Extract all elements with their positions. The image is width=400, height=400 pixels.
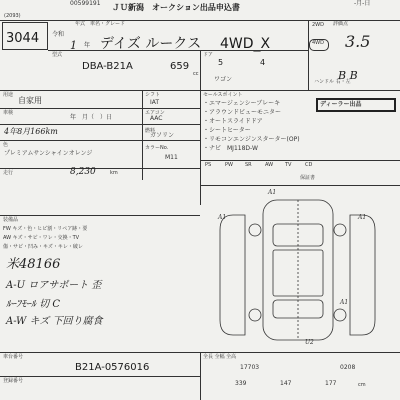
warranty-label: 保証書 bbox=[300, 175, 316, 181]
color-code: M11 bbox=[165, 154, 178, 161]
equip-label: AW bbox=[265, 162, 274, 168]
divider bbox=[0, 140, 200, 141]
equip-label: PS bbox=[205, 162, 212, 168]
color-code-label: カラーNo. bbox=[145, 145, 169, 151]
chassis-label: 車台番号 bbox=[3, 354, 24, 360]
doors: 5 bbox=[218, 58, 224, 67]
left-side-view bbox=[220, 215, 245, 335]
damage-mark: A1 bbox=[358, 214, 367, 221]
damage-mark: U2 bbox=[305, 339, 314, 346]
wheel bbox=[249, 224, 261, 236]
divider bbox=[200, 50, 201, 90]
car-damage-diagram bbox=[215, 190, 380, 350]
dims-label: 全長 全幅 全高 bbox=[203, 354, 237, 360]
mileage: 8,230 bbox=[70, 167, 96, 177]
doors-label: ドア bbox=[203, 52, 213, 58]
lot-number: 3044 bbox=[6, 31, 40, 46]
fuel: ガソリン bbox=[150, 132, 175, 139]
reg-label: 登録番号 bbox=[3, 378, 24, 384]
equip-label: TV bbox=[285, 162, 292, 168]
fuel-label: 燃料 bbox=[145, 128, 156, 134]
shift: IAT bbox=[150, 99, 160, 106]
wheel bbox=[334, 309, 346, 321]
drive-2wd: 2WD bbox=[312, 22, 324, 28]
dealer-badge: ディーラー出品 bbox=[320, 101, 362, 108]
divider bbox=[200, 185, 400, 186]
divider bbox=[0, 168, 200, 169]
usage: 自家用 bbox=[18, 96, 42, 105]
sub-rating: B B bbox=[338, 69, 358, 82]
era-label: 令和 bbox=[52, 31, 65, 38]
handwritten-note: ﾙｰﾌﾓｰﾙ 切 C bbox=[6, 299, 61, 310]
damage-mark: A1 bbox=[218, 214, 227, 221]
divider bbox=[142, 90, 143, 180]
sheet-title: ＪＵ新潟 オークション出品申込書 bbox=[112, 3, 240, 12]
handwritten-note: 米48166 bbox=[6, 257, 61, 272]
equip-label: PW bbox=[225, 162, 233, 168]
inspection-label: 車検 bbox=[3, 110, 14, 116]
car-width: 147 bbox=[280, 380, 292, 387]
color-label: 色 bbox=[3, 142, 9, 148]
divider bbox=[308, 20, 309, 90]
damage-mark: A1 bbox=[340, 299, 349, 306]
damage-mark: A1 bbox=[268, 189, 277, 196]
first-registration: 4年8月166km bbox=[4, 127, 58, 136]
model-id: 17703 bbox=[240, 364, 260, 371]
equip-label: CD bbox=[305, 162, 313, 168]
car-height: 177 bbox=[325, 380, 337, 387]
sales-point: ・リモコンエンジンスターター(OP) bbox=[203, 136, 300, 143]
model-year: 1 bbox=[70, 39, 77, 52]
divider bbox=[0, 108, 200, 109]
usage-label: 用途 bbox=[3, 92, 14, 98]
sales-point: ・ナビ MJ118D-W bbox=[203, 145, 258, 152]
windshield bbox=[273, 224, 323, 246]
equip-note: AW キズ・サビ・ワレ・交換・TV bbox=[3, 235, 80, 241]
handwritten-note: A-U ロアサポート 歪 bbox=[6, 280, 102, 291]
model-name: デイズ ルークス bbox=[100, 36, 202, 52]
cc-unit: cc bbox=[193, 71, 199, 77]
handle: ハンドル 右・左 bbox=[314, 79, 351, 85]
divider bbox=[0, 376, 200, 377]
grade: 4WD_X bbox=[220, 36, 271, 52]
doc-number: 00599191 bbox=[70, 0, 101, 7]
wheel bbox=[249, 309, 261, 321]
right-side-view bbox=[350, 215, 375, 335]
equip-notes-label: 装備品 bbox=[3, 217, 19, 223]
rating-value: 3.5 bbox=[345, 32, 371, 51]
color-name: プレミアムサンシャインオレンジ bbox=[4, 150, 93, 157]
divider bbox=[200, 90, 201, 205]
car-length: 339 bbox=[235, 380, 247, 387]
sales-point: ・オートスライドドア bbox=[203, 118, 263, 125]
divider bbox=[48, 50, 308, 51]
divider bbox=[200, 160, 400, 161]
sales-points-label: セールスポイント bbox=[203, 92, 243, 98]
class-number: 0208 bbox=[340, 364, 356, 371]
sales-point: ・シートヒーター bbox=[203, 127, 251, 134]
equip-note: 傷・サビ・凹み・キズ・キレ・破レ bbox=[3, 244, 83, 250]
model-code: DBA-B21A bbox=[82, 61, 133, 72]
shift-label: シフト bbox=[145, 92, 161, 98]
equip-label: SR bbox=[245, 162, 252, 168]
maker-label: 年式 車名・グレード bbox=[75, 21, 126, 27]
seats: 4 bbox=[260, 58, 266, 67]
handwritten-note: A-W キズ 下回り腐食 bbox=[6, 316, 103, 327]
chassis-number: B21A-0576016 bbox=[75, 362, 150, 373]
divider bbox=[200, 352, 201, 400]
header-date: -月-日 bbox=[354, 0, 371, 7]
sales-point: ・アラウンドビューモニター bbox=[203, 109, 282, 116]
wheel bbox=[334, 224, 346, 236]
year-unit: 年 bbox=[84, 42, 91, 49]
rating-label: 評価点 bbox=[333, 21, 349, 27]
ac: AAC bbox=[150, 115, 163, 122]
drive-4wd: 4WD bbox=[312, 40, 324, 46]
mileage-label: 走行 bbox=[3, 170, 14, 176]
model-code-label: 型式 bbox=[52, 52, 63, 58]
mileage-unit: km bbox=[110, 170, 118, 176]
lot-small-code: (2093) bbox=[4, 13, 21, 19]
sales-point: ・エマージェンシーブレーキ bbox=[203, 100, 281, 107]
divider bbox=[0, 124, 200, 125]
ac-label: エアコン bbox=[145, 110, 165, 116]
unit-label: cm bbox=[358, 382, 366, 388]
body-type: ワゴン bbox=[214, 76, 233, 83]
equip-note: FW キズ・色・ヒビ割・リペア跡・要 bbox=[3, 226, 88, 232]
divider bbox=[0, 215, 200, 216]
engine-cc: 659 bbox=[170, 61, 190, 72]
inspection-value: 年 月（ ）日 bbox=[70, 114, 113, 121]
